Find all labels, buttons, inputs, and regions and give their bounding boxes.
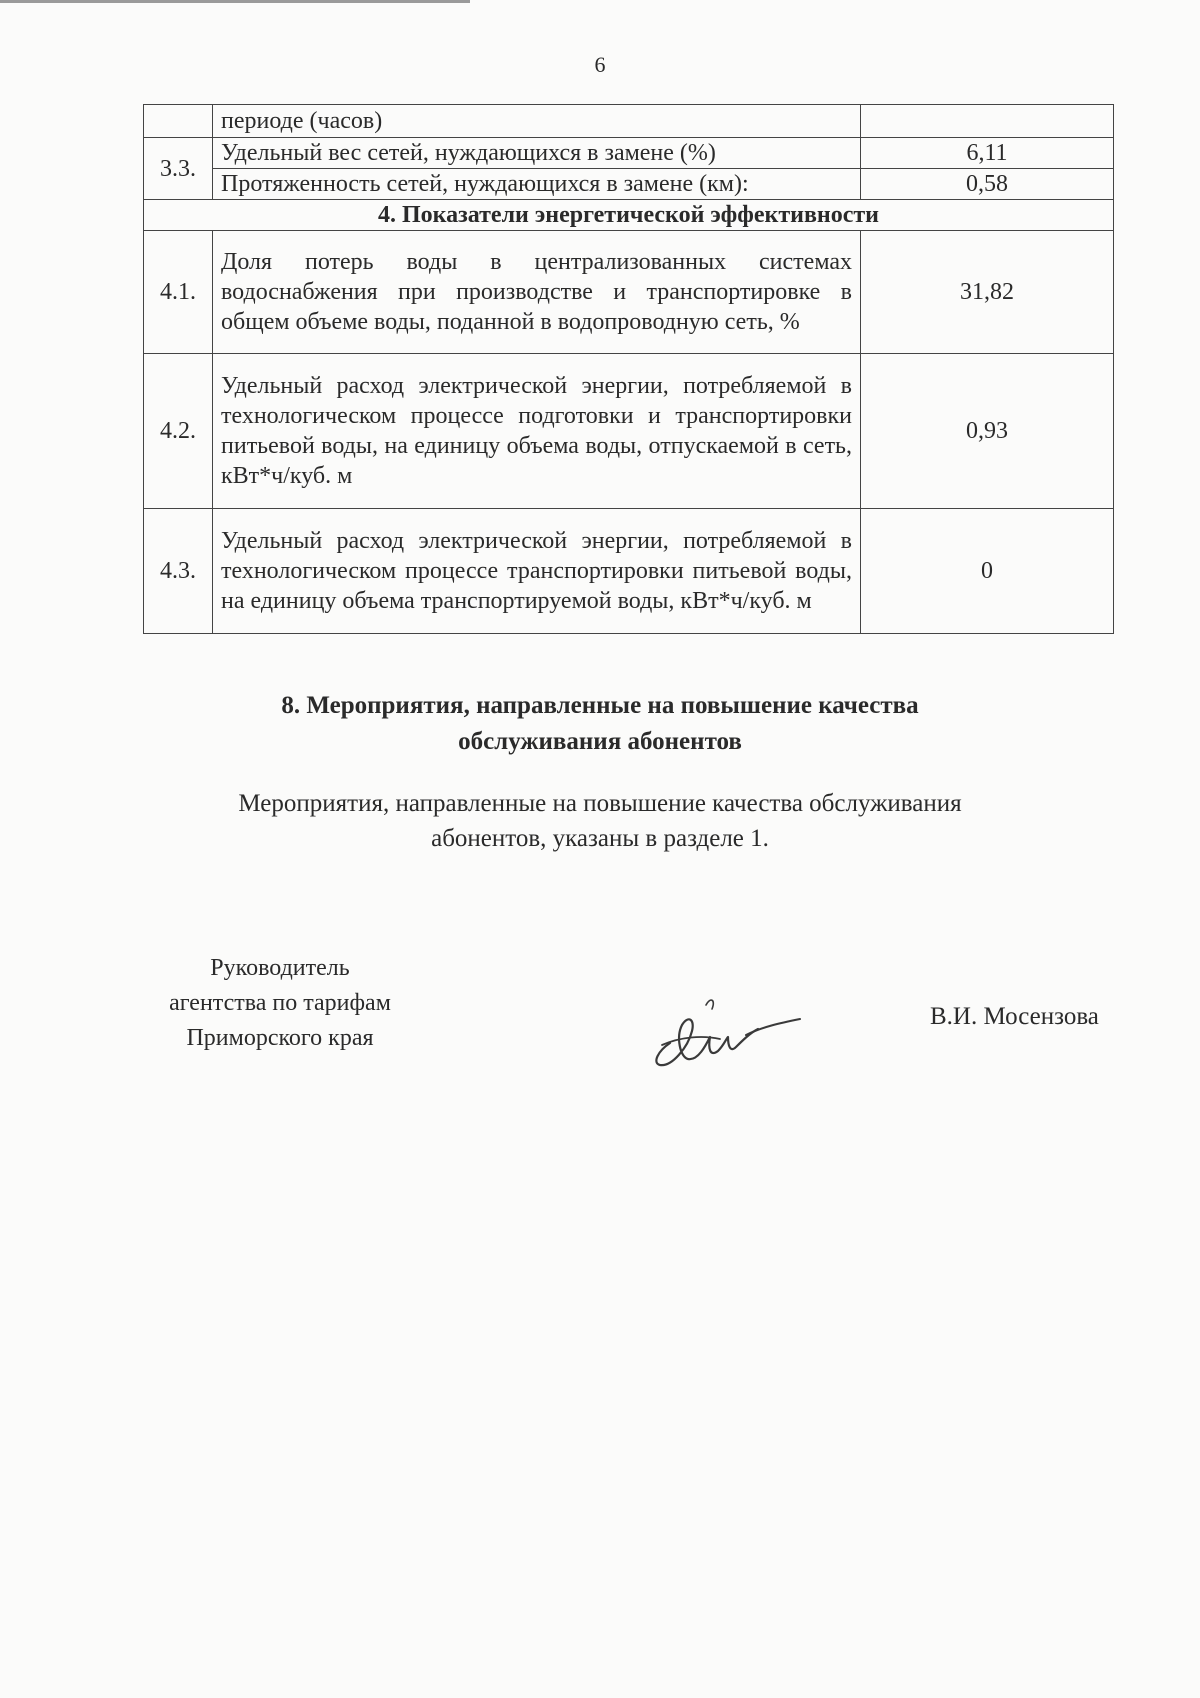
row-number-cell: 4.3.	[144, 509, 213, 634]
signer-title-line: агентства по тарифам	[169, 990, 391, 1016]
indicator-description: Удельный вес сетей, нуждающихся в замене (%)	[213, 138, 861, 169]
page-number: 6	[594, 52, 606, 77]
table-row	[144, 509, 1114, 634]
table-row	[144, 354, 1114, 509]
table-row	[144, 231, 1114, 354]
table-row	[144, 169, 1114, 200]
row-number-cell	[144, 105, 213, 138]
signer-title	[130, 951, 430, 1056]
indicator-description: Удельный расход электрической энергии, потребляемой в технологическом процессе подготовки и транспортировки питьевой воды, на единицу объема воды, отпускаемой в сеть, кВт*ч/куб. м	[213, 354, 861, 509]
indicator-description: Удельный расход электрической энергии, потребляемой в технологическом процессе транспортировки питьевой воды, на единицу объема транспортируемой воды, кВт*ч/куб. м	[213, 509, 861, 634]
signer-title-line: Руководитель	[210, 955, 350, 981]
section-heading-line: 8. Мероприятия, направленные на повышение качества	[281, 692, 919, 719]
indicator-value: 6,11	[861, 138, 1114, 169]
indicator-value	[861, 105, 1114, 138]
row-number-cell: 4.1.	[144, 231, 213, 354]
section-heading-line: обслуживания абонентов	[458, 728, 742, 755]
scan-edge-mark	[0, 0, 470, 3]
indicator-value: 0,93	[861, 354, 1114, 509]
row-number-cell: 3.3.	[144, 138, 213, 200]
section-8-heading	[0, 688, 1200, 760]
indicators-table	[143, 104, 1114, 634]
handwritten-signature	[640, 985, 810, 1080]
table-row	[144, 105, 1114, 138]
section-8-text	[0, 786, 1200, 856]
signer-name: В.И. Мосензова	[930, 1003, 1099, 1030]
row-number-cell: 4.2.	[144, 354, 213, 509]
indicator-value: 0	[861, 509, 1114, 634]
table-section-row	[144, 200, 1114, 231]
indicator-description: периоде (часов)	[213, 105, 861, 138]
indicator-value: 0,58	[861, 169, 1114, 200]
indicator-description: Доля потерь воды в централизованных системах водоснабжения при производстве и транспортировке в общем объеме воды, поданной в водопроводную сеть, %	[213, 231, 861, 354]
indicator-value: 31,82	[861, 231, 1114, 354]
signer-title-line: Приморского края	[186, 1025, 374, 1051]
indicator-description: Протяженность сетей, нуждающихся в замене (км):	[213, 169, 861, 200]
section-text-line: Мероприятия, направленные на повышение качества обслуживания	[238, 790, 962, 817]
section-text-line: абонентов, указаны в разделе 1.	[431, 825, 769, 852]
table-section-title: 4. Показатели энергетической эффективности	[144, 200, 1114, 231]
table-row	[144, 138, 1114, 169]
